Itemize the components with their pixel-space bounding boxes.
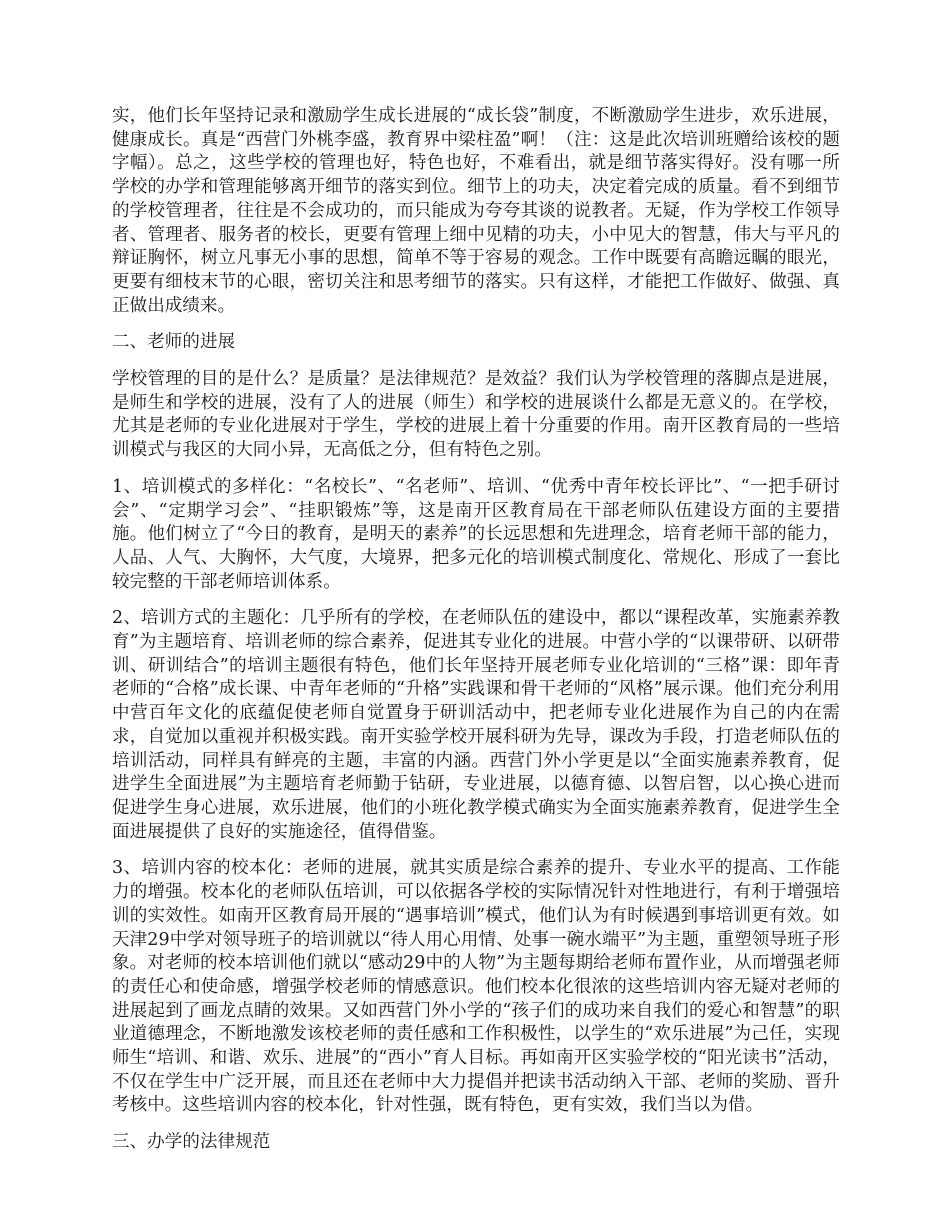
paragraph-training-modes: 1、培训模式的多样化：“名校长”、“名老师”、培训、“优秀中青年校长评比”、“一把手研讨会”、“定期学习会”、“挂职锻炼”等，这是南开区教育局在干部老师队伍建设方面的主要措施。他们树立了“今日的教育，是明天的素养”的长远思想和先进理念，培育老师干部的能力，人品、人气、大胸怀，大气度，大境界，把多元化的培训模式制度化、常规化、形成了一套比较完整的干部老师培训体系。 bbox=[112, 476, 840, 592]
paragraph-training-content: 3、培训内容的校本化：老师的进展，就其实质是综合素养的提升、专业水平的提高、工作能力的增强。校本化的老师队伍培训，可以依据各学校的实际情况针对性地进行，有利于增强培训的实效性。如南开区教育局开展的“遇事培训”模式，他们认为有时候遇到事培训更有效。如天津29中学对领导班子的培训就以“待人用心用情、处事一碗水端平”为主题，重塑领导班子形象。对老师的校本培训他们就以“感动29中的人物”为主题每期给老师布置作业，从而增强老师的责任心和使命感，增强学校老师的情感意识。他们校本化很浓的这些培训内容无疑对老师的进展起到了画龙点睛的效果。又如西营门外小学的“孩子们的成功来自我们的爱心和智慧”的职业道德理念，不断地激发该校老师的责任感和工作积极性，以学生的“欢乐进展”为己任，实现师生“培训、和谐、欢乐、进展”的“西小”育人目标。再如南开区实验学校的“阳光读书”活动，不仅在学生中广泛开展，而且还在老师中大力提倡并把读书活动纳入干部、老师的奖励、晋升考核中。这些培训内容的校本化，针对性强，既有特色，更有实效，我们当以为借。 bbox=[112, 858, 840, 1116]
paragraph-school-details: 实，他们长年坚持记录和激励学生成长进展的“成长袋”制度，不断激励学生进步，欢乐进展，健康成长。真是“西营门外桃李盛，教育界中梁柱盈”啊！（注：这是此次培训班赠给该校的题字幅）。总之，这些学校的管理也好，特色也好，不难看出，就是细节落实得好。没有哪一所学校的办学和管理能够离开细节的落实到位。细节上的功夫，决定着完成的质量。看不到细节的学校管理者，往往是不会成功的，而只能成为夸夸其谈的说教者。无疑，作为学校工作领导者、管理者、服务者的校长，更要有管理上细中见精的功夫，小中见大的智慧，伟大与平凡的辩证胸怀，树立凡事无小事的思想，简单不等于容易的观念。工作中既要有高瞻远瞩的眼光，更要有细枝末节的心眼，密切关注和思考细节的落实。只有这样，才能把工作做好、做强、真正做出成绩来。 bbox=[112, 106, 840, 316]
paragraph-training-themes: 2、培训方式的主题化：几乎所有的学校，在老师队伍的建设中，都以“课程改革，实施素养教育”为主题培育、培训老师的综合素养，促进其专业化的进展。中营小学的“以课带研、以研带训、研训结合”的培训主题很有特色，他们长年坚持开展老师专业化培训的“三格”课：即年青老师的“合格”成长课、中青年老师的“升格”实践课和骨干老师的“风格”展示课。他们充分利用中营百年文化的底蕴促使老师自觉置身于研训活动中，把老师专业化进展作为自己的内在需求，自觉加以重视并积极实践。南开实验学校开展科研为先导，课改为手段，打造老师队伍的培训活动，同样具有鲜亮的主题，丰富的内涵。西营门外小学更是以“全面实施素养教育，促进学生全面进展”为主题培育老师勤于钻研，专业进展，以德育德、以智启智，以心换心进而促进学生身心进展，欢乐进展，他们的小班化教学模式确实为全面实施素养教育，促进学生全面进展提供了良好的实施途径，值得借鉴。 bbox=[112, 608, 840, 842]
section-heading-legal-norms: 三、办学的法律规范 bbox=[112, 1132, 271, 1153]
section-heading-teacher-development: 二、老师的进展 bbox=[112, 332, 236, 353]
paragraph-management-purpose: 学校管理的目的是什么？是质量？是法律规范？是效益？我们认为学校管理的落脚点是进展，是师生和学校的进展，没有了人的进展（师生）和学校的进展谈什么都是无意义的。在学校，尤其是老师的专业化进展对于学生，学校的进展上着十分重要的作用。南开区教育局的一些培训模式与我区的大同小异，无高低之分，但有特色之别。 bbox=[112, 369, 840, 461]
document-body bbox=[112, 105, 840, 1168]
